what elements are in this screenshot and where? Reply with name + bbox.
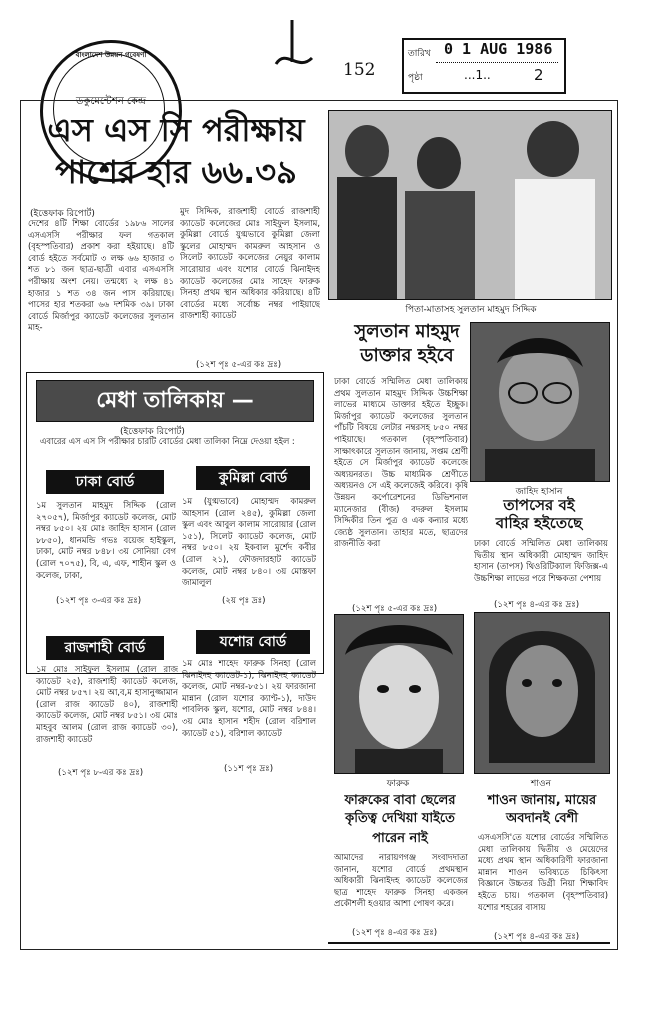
report-byline: (ইত্তেফাক রিপোর্ট) [30,209,95,219]
dhaka-board-label: ঢাকা বোর্ড [46,470,164,494]
farooq-text: আমাদের নারায়ণগঞ্জ সংবাদদাতা জানান, যশোর বোর্ডে প্রথমস্থান অধিকারী ঝিনাইদহ ক্যাডেট কলেজের ছাত্র শাহেদ ফারুক সিনহা একজন প্রকৌশলী হওয়ার আশা পোষণ করে। [334,852,468,909]
report-continued: (১২শ পৃঃ ৫-এর কঃ দ্রঃ) [196,360,282,370]
shawon-headline-1: শাওন জানায়, মায়ের [487,793,597,808]
bottom-rule [328,942,610,944]
jessore-board-label: যশোর বোর্ড [196,630,310,654]
column-value: 2 [534,66,544,84]
rajshahi-board-continued: (১২শ পৃঃ ৮-এর কঃ দ্রঃ) [58,768,144,778]
farooq-continued: (১২শ পৃঃ ৪-এর কঃ দ্রঃ) [352,928,438,938]
date-stamp: 0 1 AUG 1986 [444,40,553,58]
farooq-caption: ফারুক [386,779,410,789]
shawon-text: এসএসসি'তে যশোর বোর্ডের সম্মিলিত মেধা তালিকায় দ্বিতীয় ও মেয়েদের মধ্যে প্রথম স্থান অধিকারিণী ফারজানা মান্নান শাওন ভবিষ্যতে চিকিৎসা বিজ্ঞানে উচ্চতর ডিগ্রী নিয়া শিক্ষাবিদ হইতে চায়। গতকাল (বৃহস্পতিবার) যশোর শহরের বাসায় [478,832,608,912]
sultan-continued: (১২শ পৃঃ ৫-এর কঃ দ্রঃ) [352,604,438,614]
rajshahi-board-label: রাজশাহী বোর্ড [46,636,164,660]
farooq-headline-2: কৃতিত্ব দেখিয়া যাইতে [345,811,455,826]
headline-line2: পাশের হার ৬৬.৩৯ [55,153,297,191]
zahid-photo [470,322,610,482]
merit-byline: (ইত্তেফাক রিপোর্ট) [120,427,185,437]
sultan-headline-2: ডাক্তার হইবে [360,345,454,366]
report-column-1: দেশের ৪টি শিক্ষা বোর্ডের ১৯৮৬ সালের এসএসসি পরীক্ষার ফল গতকাল (বৃহস্পতিবার) প্রকাশ করা হইয়াছে। ৪টি বোর্ড হইতে সর্বমোট ৩ লক্ষ ৬৬ হাজার ৩ শত ৮১ জন ছাত্র-ছাত্রী এবার এসএসসি পরীক্ষায় অংশ নেয়। তন্মধ্যে ২ লক্ষ ৪১ হাজার ১ শত ৩৪ জন পাস করিয়াছে। পাসের হার শতকরা ৬৬ দশমিক ৩৯। ঢাকা বোর্ডে মির্জাপুর ক্যাডেট কলেজের সুলতান মাহ- [28,218,174,333]
dhaka-board-text: ১ম সুলতান মাহমুদ সিদ্দিক (রোল ২৭০৫৭), মির্জাপুর ক্যাডেট কলেজ, মোট নম্বর ৮৫০। ২য় মোঃ জাহিদ হাসান (রোল ৮৮৫০), ধানমন্ডি গভঃ বয়েজ হাইস্কুল, ঢাকা, মোট নম্বর ৮৪৮। ৩য় সোনিয়া বেগ (রোল ৭০৭৫), বি, এ, এফ, শাহীন স্কুল ও কলেজ, ঢাকা, [36,500,176,580]
page-value: ...1.. [464,68,491,82]
shawon-photo [474,612,610,774]
rajshahi-board-text: ১ম মোঃ সাইফুল ইসলাম (রোল রাজ ক্যাডেট ২৫), রাজশাহী ক্যাডেট কলেজ, মোট নম্বর ৮৫৭। ২য় আ,ব,ম হাসানুজ্জামান (রোল রাজ ক্যাডেট ৪০), রাজশাহী ক্যাডেট কলেজ, মোট নম্বর ৮৫১। ৩য় মোঃ মাহবুব আলম (রোল রাজ ক্যাডেট ৩০), রাজশাহী ক্যাডেট [36,664,178,744]
comilla-board-label: কুমিল্লা বোর্ড [196,466,310,490]
shawon-headline-2: অবদানই বেশী [505,811,579,826]
merit-intro: এবারের এস এস সি পরীক্ষার চারটি বোর্ডের মেধা তালিকা নিম্নে দেওয়া হইল : [40,436,295,446]
dhaka-board-continued: (১২শ পৃঃ ৩-এর কঃ দ্রঃ) [56,596,142,606]
family-photo [328,110,612,300]
handwritten-mark [268,18,318,78]
seal-text: ডকুমেন্টেশন কেন্দ্র [75,96,147,107]
headline-line1: এস এস সি পরীক্ষায় [47,111,305,149]
zahid-headline-1: তাপসের বই [503,496,575,514]
seal-lettering: বাংলাদেশ উন্নয়ন গবেষণা [75,51,147,59]
farooq-photo [334,614,464,774]
farooq-headline-3: পারেন নাই [372,831,428,846]
date-stamp-box [402,38,566,94]
merit-banner-label: মেধা তালিকায় — [96,388,254,413]
zahid-text: ঢাকা বোর্ডে সম্মিলিত মেধা তালিকায় দ্বিতীয় স্থান অধিকারী মোহাম্মদ জাহিদ হাসান (তাপস) থিওরিটিক্যাল ফিজিক্স-এ উচ্চশিক্ষা লাভের পরে শিক্ষকতা পেশায় [474,538,608,583]
sultan-headline-1: সুলতান মাহমুদ [354,321,460,342]
zahid-headline-2: বাহির হইতেছে [495,514,583,532]
page-label: পৃষ্ঠা [408,73,423,83]
comilla-board-continued: (২য় পৃঃ দ্রঃ) [222,596,266,606]
family-photo-caption: পিতা-মাতাসহ সুলতান মাহমুদ সিদ্দিক [405,305,537,315]
jessore-board-text: ১ম মোঃ শাহেদ ফারুক সিনহা (রোল ঝিনাইদহ ক্যাডেট-১), ঝিনাইদহ ক্যাডেট কলেজ, মোট নম্বর-৮৫১। ২য় ফারজানা মান্নান (রোল যশোর ক্যাণ্ট-১), দাউদ পাবলিক স্কুল, যশোর, মোট নম্বর ৮৪৪। ৩য় মোঃ হাসান শহীদ (রোল বরিশাল ক্যাডেট ৫১), বরিশাল ক্যাডেট [182,658,316,738]
date-label: তারিখ [408,49,431,59]
sultan-text: ঢাকা বোর্ডে সম্মিলিত মেধা তালিকায় প্রথম সুলতান মাহমুদ সিদ্দিক উচ্চশিক্ষা লাভের মাধ্যমে ডাক্তার হইতে ইচ্ছুক। মির্জাপুর ক্যাডেট কলেজের সুলতান পাঁচটি বিষয়ে লেটার নম্বরসহ ৮৫০ নম্বর পাইয়াছে। গতকাল (বৃহস্পতিবার) সাক্ষাৎকারে সুলতান জানায়, সপ্তম শ্রেণী হইতে সে মির্জাপুর ক্যাডেট কলেজে অধ্যয়নরত। উচ্চ মাধ্যমিক শ্রেণীতে অধ্যয়নও সে এই কলেজেই করিবে। কৃষি উন্নয়ন কর্পোরেশনের ডিভিশনাল ম্যানেজার (বীজ) বদরুল ইসলাম সিদ্দিকীর তিন পুত্র ও এক কন্যার মধ্যে জ্যেষ্ঠ সুলতান। তাহার মতে, ছাত্রদের রাজনীতি করা [334,376,468,549]
shawon-caption: শাওন [531,779,551,789]
merit-banner [36,380,314,422]
shawon-continued: (১২শ পৃঃ ৪-এর কঃ দ্রঃ) [494,932,580,942]
comilla-board-text: ১ম (যুগ্মভাবে) মোহাম্মদ কামরুল আহসান (রোল ২৪৫), কুমিল্লা জেলা স্কুল এবং আবুল কালাম সারোয়ার (রোল ১৫১), সিলেট ক্যাডেট কলেজ, মোট নম্বর ৮৫০। ২য় ইকবাল মুর্শেদ কবীর (রোল ২১), ফৌজদারহাট ক্যাডেট কলেজ, মোট নম্বর ৮৪০। ৩য় মোস্তফা জামালুল [182,496,316,588]
zahid-caption: জাহিদ হাসান [515,487,563,497]
zahid-continued: (১২শ পৃঃ ৪-এর কঃ দ্রঃ) [494,600,580,610]
report-column-2: মুদ সিদ্দিক, রাজশাহী বোর্ডে রাজশাহী ক্যাডেট কলেজের মোঃ সাইফুল ইসলাম, কুমিল্লা বোর্ডে যুগ্মভাবে কুমিল্লা জেলা স্কুলের মোহাম্মদ কামরুল আহসান ও সিলেট ক্যাডেট কলেজের নেয়ুর কালাম সারোয়ার এবং যশোর বোর্ডে ঝিনাইদহ ক্যাডেট কলেজের মোঃ সাহেদ ফারুক সিনহা প্রথম স্থান অধিকার করিয়াছে। ৪টি বোর্ডের মধ্যে সর্বোচ্চ নম্বর পাইয়াছে রাজশাহী ক্যাডেট [180,206,320,321]
jessore-board-continued: (১১শ পৃঃ দ্রঃ) [224,764,274,774]
farooq-headline-1: ফারুকের বাবা ছেলের [344,793,456,808]
page-number: 152 [343,60,376,80]
